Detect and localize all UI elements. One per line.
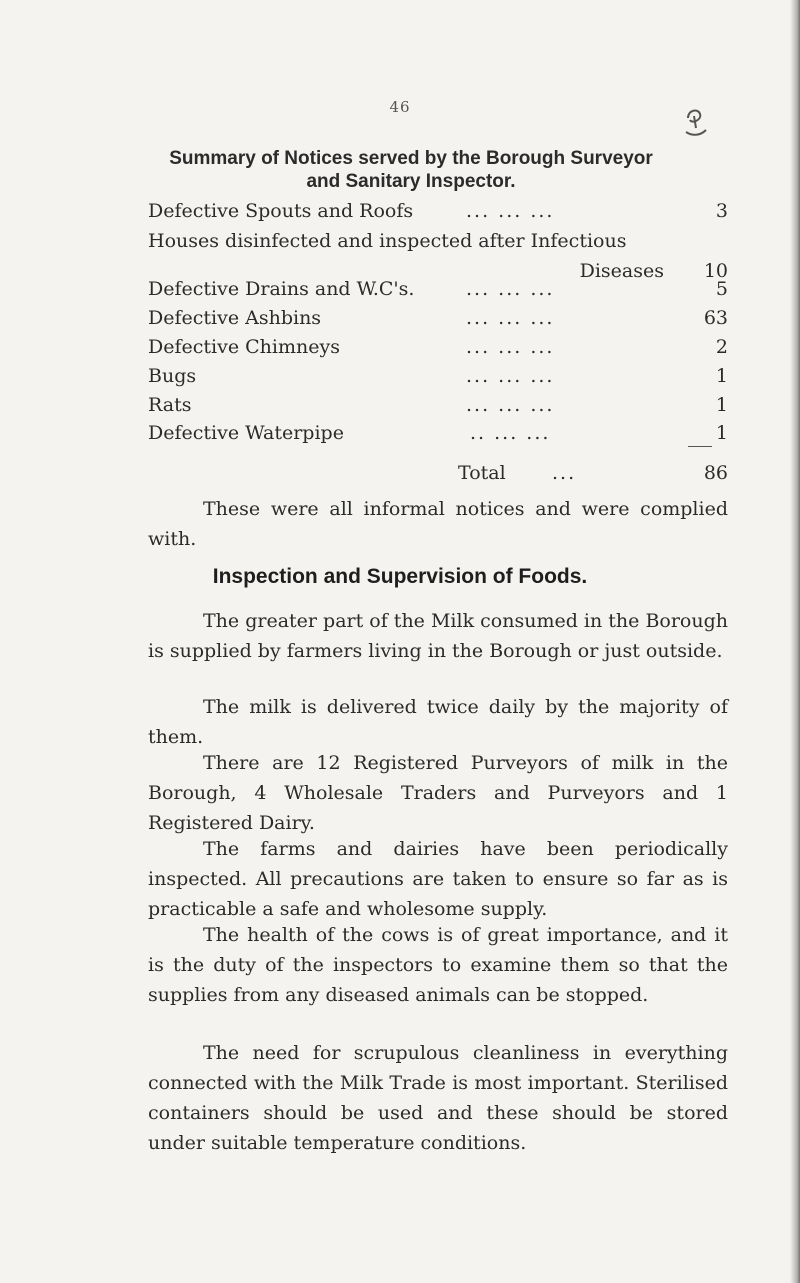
notice-row [148, 274, 728, 304]
ink-smudge-mark [682, 106, 708, 140]
notice-label: Defective Waterpipe [148, 422, 344, 444]
notice-count: 3 [715, 200, 728, 222]
body-paragraph: The greater part of the Milk consumed in the Borough is supplied by farmers living in the Borough or just outside. [148, 610, 728, 662]
notice-label: Defective Ashbins [148, 307, 322, 329]
notice-row [148, 361, 728, 391]
body-paragraph: The health of the cows is of great importance, and it is the duty of the inspectors to examine them so that the supplies from any diseased animals can be stopped. [148, 924, 728, 1006]
notice-label: Houses disinfected and inspected after Infectious [148, 230, 627, 252]
notice-row [148, 390, 728, 420]
notice-count: 2 [715, 336, 728, 358]
notice-count: 10 [703, 260, 728, 282]
notice-label: Defective Spouts and Roofs [148, 200, 414, 222]
notice-row [148, 303, 728, 333]
leader-dots: ... [552, 462, 577, 484]
leader-dots: ... ... ... [466, 307, 555, 329]
leader-dots: ... ... ... [466, 365, 555, 387]
notice-count: 5 [715, 278, 728, 300]
total-row [148, 458, 728, 488]
body-paragraph: There are 12 Registered Purveyors of milk in the Borough, 4 Wholesale Traders and Purveyors and 1 Registered Dairy. [148, 752, 728, 834]
summary-title-line-2: and Sanitary Inspector. [306, 171, 516, 192]
notice-count: 1 [715, 394, 728, 416]
leader-dots: ... ... ... [466, 200, 555, 222]
total-rule [688, 446, 712, 447]
notice-label: Rats [148, 394, 192, 416]
informal-notice-paragraph: These were all informal notices and were complied with. [148, 498, 728, 550]
page-edge-shadow [790, 0, 800, 1283]
summary-title-line-1: Summary of Notices served by the Borough Surveyor [169, 148, 653, 169]
notice-row [148, 332, 728, 362]
section-heading: Inspection and Supervision of Foods. [212, 565, 588, 588]
notice-count: 1 [715, 365, 728, 387]
body-paragraph: The milk is delivered twice daily by the majority of them. [148, 696, 728, 748]
notice-label: Bugs [148, 365, 197, 387]
notice-label-continued: Diseases [579, 260, 664, 282]
notice-row [148, 196, 728, 226]
total-label: Total [458, 462, 506, 484]
total-count: 86 [703, 462, 728, 484]
leader-dots: .. ... ... [470, 422, 551, 444]
page-number: 46 [389, 98, 411, 116]
notice-count: 1 [715, 422, 728, 444]
body-paragraph: The need for scrupulous cleanliness in everything connected with the Milk Trade is most important. Sterilised containers should be used and these should be stored under suitable temperature conditions. [148, 1042, 728, 1154]
leader-dots: ... ... ... [466, 278, 555, 300]
body-paragraph: The farms and dairies have been periodically inspected. All precautions are taken to ensure so far as is practicable a safe and wholesome supply. [148, 838, 728, 920]
leader-dots: ... ... ... [466, 336, 555, 358]
leader-dots: ... ... ... [466, 394, 555, 416]
notice-label: Defective Chimneys [148, 336, 340, 358]
notice-label: Defective Drains and W.C's. [148, 278, 415, 300]
notice-row [148, 418, 728, 448]
notice-count: 63 [703, 307, 728, 329]
